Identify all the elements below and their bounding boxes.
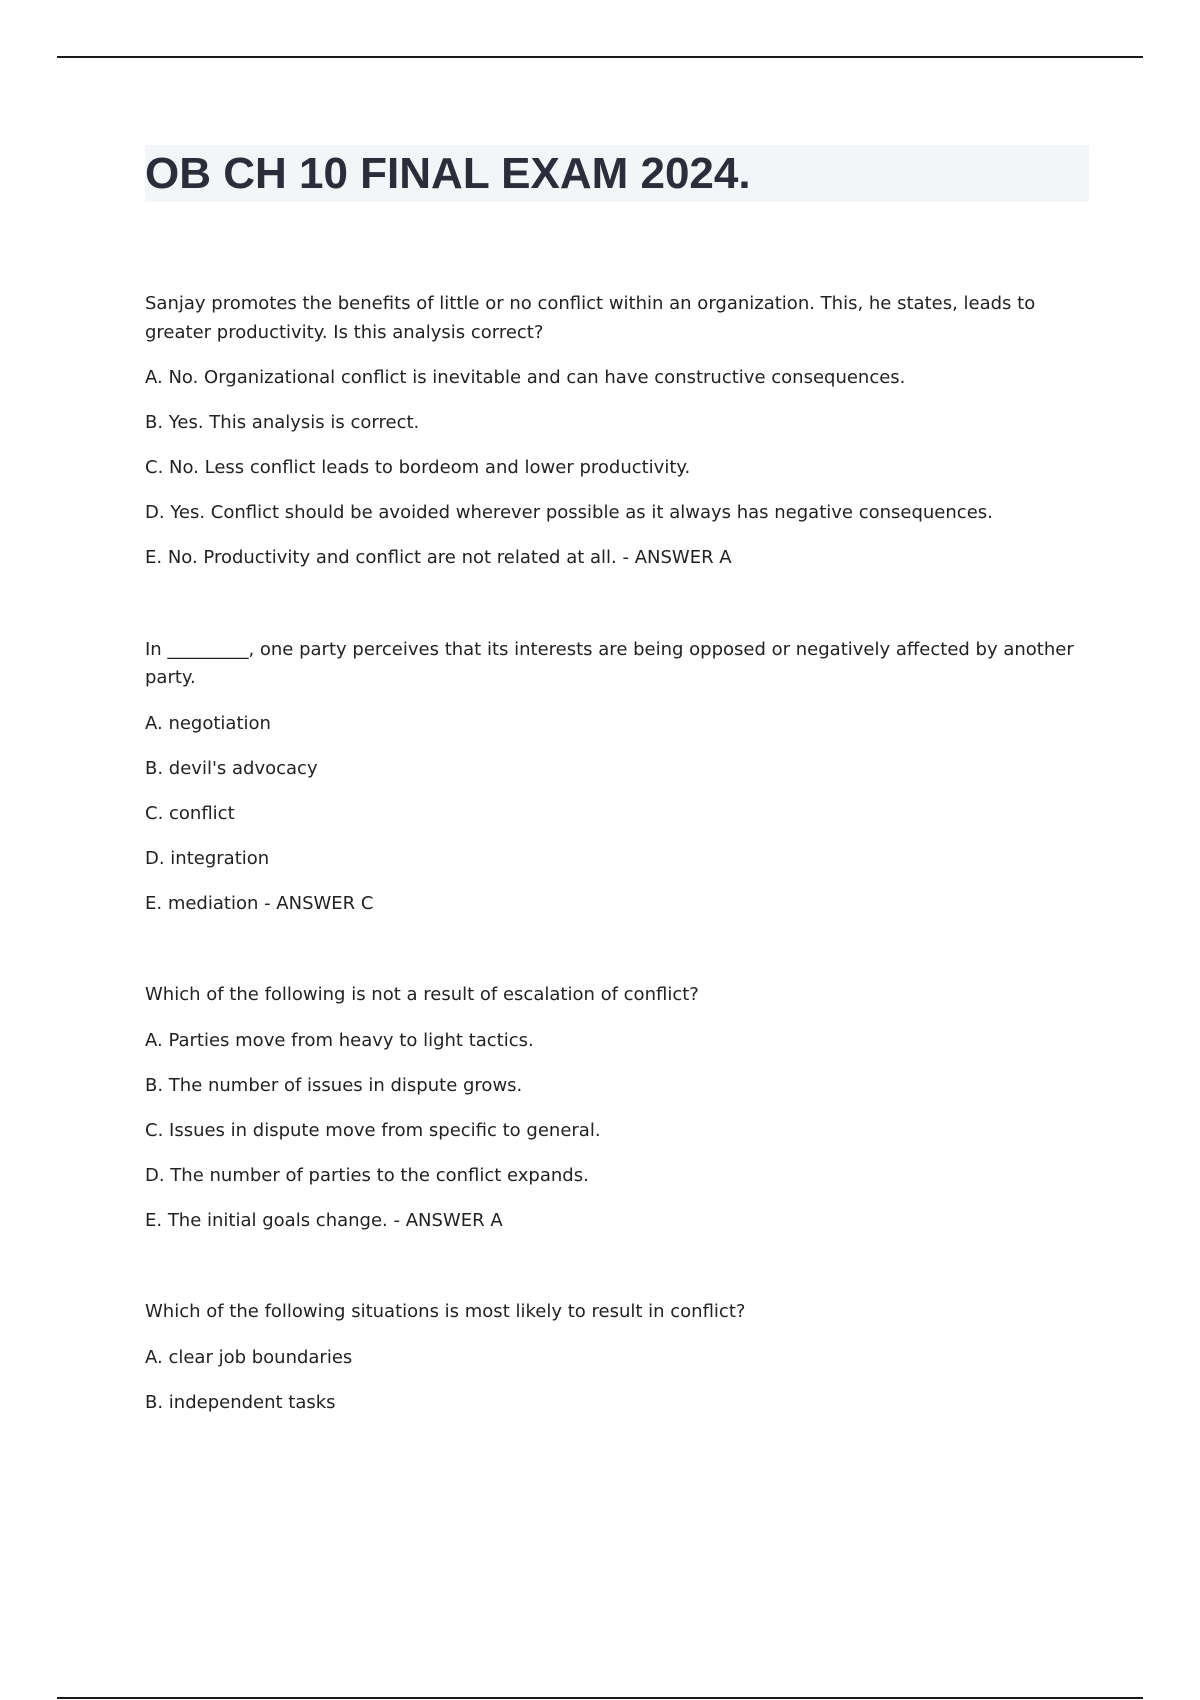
page-title: OB CH 10 FINAL EXAM 2024. — [145, 149, 751, 198]
answer-option-a: A. Parties move from heavy to light tactics. — [145, 1029, 534, 1051]
answer-option-a: A. No. Organizational conflict is inevitable and can have constructive consequences. — [145, 367, 906, 388]
bottom-rule — [57, 1697, 1143, 1699]
answer-option-b: B. Yes. This analysis is correct. — [145, 412, 420, 433]
answer-option-c: C. No. Less conflict leads to bordeom and lower productivity. — [145, 457, 691, 478]
answer-option-c: C. conflict — [145, 802, 235, 824]
answer-option-d: D. integration — [145, 847, 270, 869]
answer-option-c: C. Issues in dispute move from specific to general. — [145, 1119, 601, 1141]
question-stem: Which of the following is not a result of escalation of conflict? — [145, 984, 699, 1005]
question-2 — [145, 636, 1095, 919]
question-stem: Which of the following situations is most likely to result in conflict? — [145, 1301, 746, 1322]
top-rule — [57, 56, 1143, 58]
answer-option-a: A. clear job boundaries — [145, 1346, 353, 1368]
answer-option-b: B. independent tasks — [145, 1391, 336, 1413]
answer-option-e: E. No. Productivity and conflict are not related at all. - ANSWER A — [145, 547, 732, 568]
answer-option-e: E. The initial goals change. - ANSWER A — [145, 1209, 503, 1231]
answer-option-d: D. The number of parties to the conflict expands. — [145, 1164, 589, 1186]
answer-option-d: D. Yes. Conflict should be avoided wherever possible as it always has negative consequences. — [145, 502, 993, 523]
question-list — [145, 290, 1095, 1480]
answer-option-b: B. The number of issues in dispute grows. — [145, 1074, 523, 1096]
answer-option-e: E. mediation - ANSWER C — [145, 892, 374, 914]
answer-option-b: B. devil's advocacy — [145, 757, 318, 779]
question-3 — [145, 981, 1095, 1235]
question-4 — [145, 1298, 1095, 1417]
question-1 — [145, 290, 1095, 573]
answer-option-a: A. negotiation — [145, 712, 271, 734]
question-stem: In _________, one party perceives that its interests are being opposed or negatively affected by another party. — [145, 638, 1074, 688]
question-stem: Sanjay promotes the benefits of little or no conflict within an organization. This, he states, leads to greater productivity. Is this analysis correct? — [145, 293, 1036, 343]
